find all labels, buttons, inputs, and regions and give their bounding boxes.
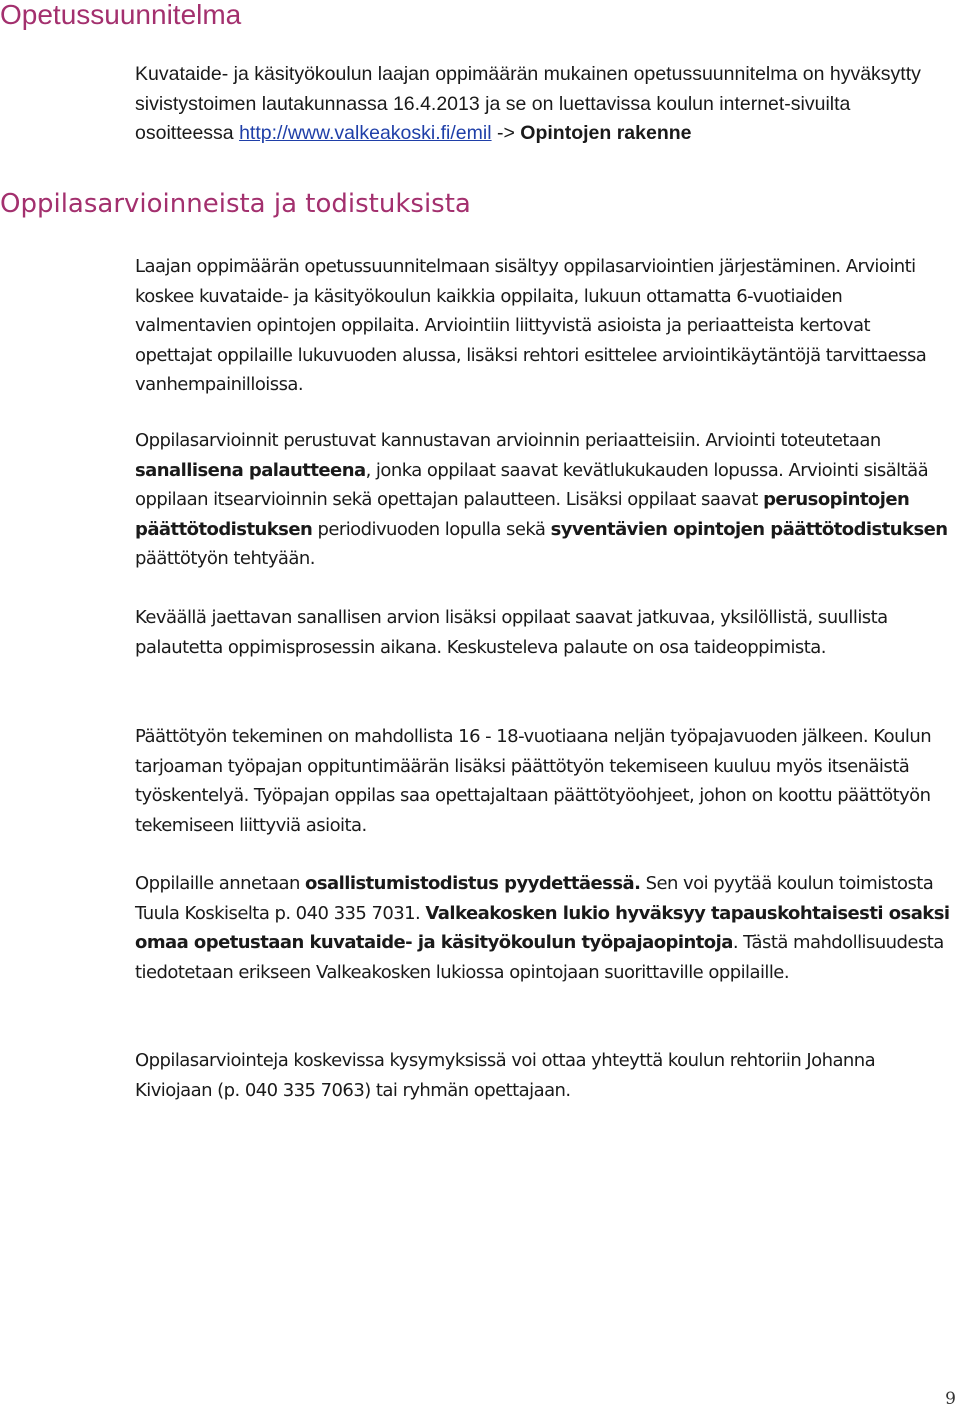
advanced-studies-certificate-term: syventävien opintojen päättötodistuksen: [550, 518, 948, 540]
final-work-paragraph: [135, 722, 950, 840]
continuous-feedback-paragraph: [135, 603, 950, 662]
basic-studies-certificate-term: perusopintojen päättötodistuksen: [135, 489, 910, 540]
page-heading: Opetussuunnitelma: [0, 0, 242, 30]
intro-text: Kuvataide- ja käsityökoulun laajan oppimäärän mukainen opetussuunnitelma on hyväksytty sivistystoimen lautakunnassa 16.4.2013 ja se on luettavissa koulun internet-sivuilta osoitteessa: [135, 63, 921, 144]
school-website-link[interactable]: http://www.valkeakoski.fi/emil: [239, 122, 492, 144]
assessment-text: Laajan oppimäärän opetussuunnitelmaan sisältyy oppilasarviointien järjestäminen. Arviointi koskee kuvataide- ja käsityökoulun kaikkia oppilaita, lukuun ottamatta 6-vuotiaiden valmentavien opintojen oppilaita. Arviointiin liittyvistä asioista ja periaatteista kertovat opettajat oppilaille lukuvuoden alussa, lisäksi rehtori esittelee arviointikäytäntöjä tarvittaessa vanhempainilloissa.: [135, 256, 927, 395]
participation-text-2: Sen voi pyytää koulun toimistosta Tuula Koskiselta p. 040 335 7031.: [135, 873, 934, 924]
participation-text-3: . Tästä mahdollisuudesta tiedotetaan erikseen Valkeakosken lukiossa opintojaan suorittaville oppilaille.: [135, 932, 944, 983]
final-work-text: Päättötyön tekeminen on mahdollista 16 - 18-vuotiaana neljän työpajavuoden jälkeen. Koulun tarjoaman työpajan oppituntimäärän lisäksi päättötyön tekemiseen kuuluu myös itsenäistä työskentelyä. Työpajan oppilas saa opettajaltaan päättötyöohjeet, johon on koottu päättötyön tekemiseen liittyviä asioita.: [135, 726, 932, 836]
curriculum-structure-label: Opintojen rakenne: [520, 122, 692, 144]
evaluation-principles-paragraph: [135, 426, 950, 574]
contact-paragraph: [135, 1046, 950, 1105]
evaluation-text-2: , jonka oppilaat saavat kevätlukukauden lopussa. Arviointi sisältää oppilaan itsearvioinnin sekä opettajan palautteen. Lisäksi oppilaat saavat: [135, 459, 929, 510]
continuous-feedback-text: Keväällä jaettavan sanallisen arvion lisäksi oppilaat saavat jatkuvaa, yksilöllistä, suullista palautetta oppimisprosessin aikana. Keskusteleva palaute on osa taideoppimista.: [135, 607, 888, 658]
evaluation-text-4: päättötyön tehtyään.: [135, 548, 315, 569]
participation-certificate-term: osallistumistodistus pyydettäessä.: [305, 873, 641, 894]
participation-text-1: Oppilaille annetaan: [135, 873, 306, 894]
assessment-paragraph: [135, 252, 950, 400]
section-heading: Oppilasarvioinneista ja todistuksista: [0, 189, 471, 219]
contact-text: Oppilasarviointeja koskevissa kysymyksissä voi ottaa yhteyttä koulun rehtoriin Johanna Kiviojaan (p. 040 335 7063) tai ryhmän opettajaan.: [135, 1050, 876, 1101]
evaluation-text-3: periodivuoden lopulla sekä: [312, 518, 551, 540]
verbal-feedback-term: sanallisena palautteena: [135, 459, 366, 481]
evaluation-text-1: Oppilasarvioinnit perustuvat kannustavan arvioinnin periaatteisiin. Arviointi toteutetaan: [135, 430, 881, 451]
intro-paragraph: [135, 60, 945, 149]
page-number: 9: [945, 1389, 956, 1409]
upper-secondary-approval-term: Valkeakosken lukio hyväksyy tapauskohtaisesti osaksi omaa opetustaan kuvataide- ja käsityökoulun työpajaopintoja: [135, 902, 950, 953]
intro-arrow-text: ->: [491, 122, 521, 144]
participation-certificate-paragraph: [135, 869, 950, 987]
